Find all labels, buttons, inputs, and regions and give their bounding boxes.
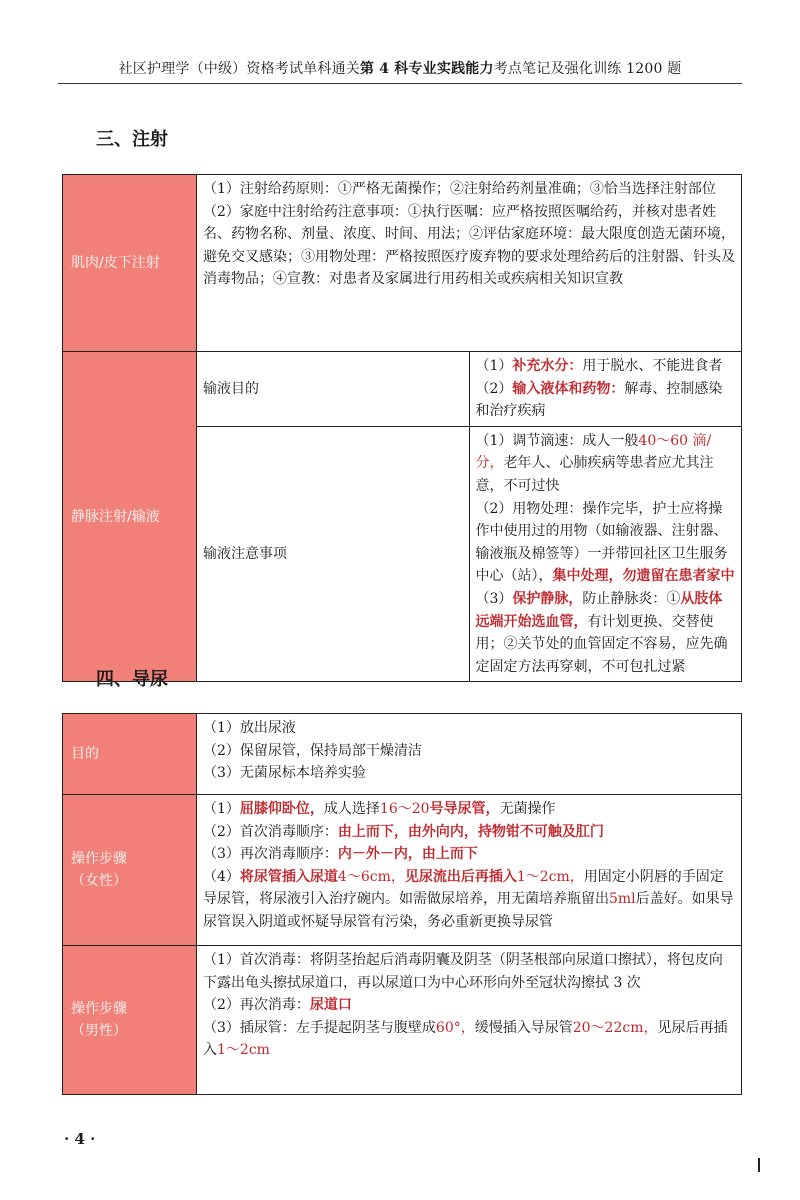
red-text: 5ml	[609, 891, 636, 908]
text-line: （1）首次消毒：将阴茎抬起后消毒阴囊及阴茎（阴茎根部向尿道口擦拭），将包皮向下露出龟头擦拭尿道口，再以尿道口为中心环形向外至冠状沟擦拭 3 次	[203, 952, 723, 991]
section-title-catheter: 四、导尿	[96, 669, 168, 690]
table-row	[63, 352, 742, 427]
highlight-text: 补充水分：	[512, 358, 583, 374]
row-content-iv-purpose	[469, 352, 742, 427]
row-label-female: 操作步骤 （女性）	[63, 795, 197, 946]
row-content-im	[197, 175, 742, 352]
page-number: · 4 ·	[64, 1130, 96, 1148]
highlight-text: 保护静脉，	[512, 590, 583, 607]
highlight-text: 由上而下，由外向内，持物钳不可触及肛门	[337, 823, 604, 840]
text-line: （2）输入液体和药物：解毒、控制感染和治疗疾病	[475, 380, 723, 420]
sub-label-notes: 输液注意事项	[197, 426, 470, 682]
text-line: （2）用物处理：操作完毕，护士应将操作中使用过的用物（如输液器、注射器、输液瓶及棉签等）一并带回社区卫生服务中心（站），集中处理，勿遗留在患者家中	[475, 500, 735, 585]
row-content-iv-notes	[469, 426, 742, 682]
catheter-table	[62, 713, 742, 1095]
row-content-purpose	[197, 714, 742, 795]
text-line: （2）保留尿管，保持局部干燥清洁	[203, 742, 422, 759]
red-text: 4～6cm，	[337, 868, 405, 885]
text-line: （1）注射给药原则：①严格无菌操作；②注射给药剂量准确；③恰当选择注射部位	[203, 181, 716, 197]
row-label-im: 肌肉/皮下注射	[63, 175, 197, 352]
row-label-iv: 静脉注射/输液	[63, 352, 197, 682]
header-rule	[58, 83, 742, 84]
red-text: 1～2cm	[217, 1042, 270, 1059]
highlight-text: 集中处理，勿遗留在患者家中	[552, 568, 735, 585]
red-text: 60°，	[435, 1019, 475, 1036]
text-line: （1）放出尿液	[203, 720, 296, 736]
table-row	[63, 175, 742, 352]
highlight-text: 将尿管插入尿道	[239, 868, 338, 885]
highlight-text: 尿道口	[309, 997, 352, 1014]
text-line: （3）无菌尿标本培养实验	[203, 765, 366, 782]
row-label-male: 操作步骤 （男性）	[63, 946, 197, 1095]
highlight-text: 内－外－内，由上而下	[337, 846, 478, 863]
red-text: 20～22cm，	[572, 1019, 658, 1036]
text-line: （3）保护静脉，防止静脉炎：①从肢体远端开始选血管，有计划更换、交替使用；②关节处的血管固定不容易，应先确定固定方法再穿刺，不可包扎过紧	[475, 590, 728, 675]
injection-table	[62, 174, 742, 682]
page-edge-mark	[758, 1158, 760, 1172]
table-row	[63, 714, 742, 795]
text-line: （1）补充水分：用于脱水、不能进食者	[475, 358, 723, 374]
header-bold-text: 第 4 科专业实践能力	[359, 61, 494, 77]
text-line: （1）屈膝仰卧位，成人选择16～20号导尿管，无菌操作	[203, 801, 556, 817]
header-text: 社区护理学（中级）资格考试单科通关	[118, 61, 360, 77]
section-title-injection: 三、注射	[96, 129, 168, 150]
red-text: 16～20	[379, 801, 430, 817]
sub-label-purpose: 输液目的	[197, 352, 470, 427]
header-text-end: 考点笔记及强化训练 1200 题	[493, 61, 682, 77]
text-line: （2）再次消毒：尿道口	[203, 997, 352, 1014]
running-header	[60, 58, 740, 78]
text-line: （4）将尿管插入尿道4～6cm，见尿流出后再插入1～2cm，用固定小阴唇的手固定导尿管，将尿液引入治疗碗内。如需做尿培养，用无菌培养瓶留出5ml后盖好。如果导尿管误入阴道或怀疑导尿管有污染，务必重新更换导尿管	[203, 868, 734, 930]
highlight-text: 输入液体和药物：	[512, 380, 625, 397]
text-line: （1）调节滴速：成人一般40～60 滴/分，老年人、心肺疾病等患者应尤其注意，不可过快	[475, 432, 714, 494]
highlight-text: 屈膝仰卧位，	[239, 801, 324, 817]
text-line: （3）插尿管：左手提起阴茎与腹壁成60°，缓慢插入导尿管20～22cm，见尿后再插入1～2cm	[203, 1019, 728, 1059]
red-text: 40～60 滴/分，	[475, 432, 712, 472]
highlight-text: 从肢体远端开始选血管，	[475, 590, 723, 630]
row-content-female	[197, 795, 742, 946]
highlight-text: 号导尿管，	[429, 801, 500, 817]
row-content-male	[197, 946, 742, 1095]
table-row	[63, 946, 742, 1095]
text-line: （3）再次消毒顺序：内－外－内，由上而下	[203, 846, 478, 863]
text-line: （2）家庭中注射给药注意事项：①执行医嘱：应严格按照医嘱给药，并核对患者姓名、药物名称、剂量、浓度、时间、用法；②评估家庭环境：最大限度创造无菌环境，避免交叉感染；③用物处理：严格按照医疗废弃物的要求处理给药后的注射器、针头及消毒物品；④宣教：对患者及家属进行用药相关或疾病相关知识宣教	[203, 203, 735, 288]
highlight-text: 见尿流出后再插入	[404, 868, 517, 885]
row-label-purpose: 目的	[63, 714, 197, 795]
text-line: （2）首次消毒顺序：由上而下，由外向内，持物钳不可触及肛门	[203, 823, 604, 840]
table-row	[63, 795, 742, 946]
red-text: 1～2cm，	[516, 868, 584, 885]
